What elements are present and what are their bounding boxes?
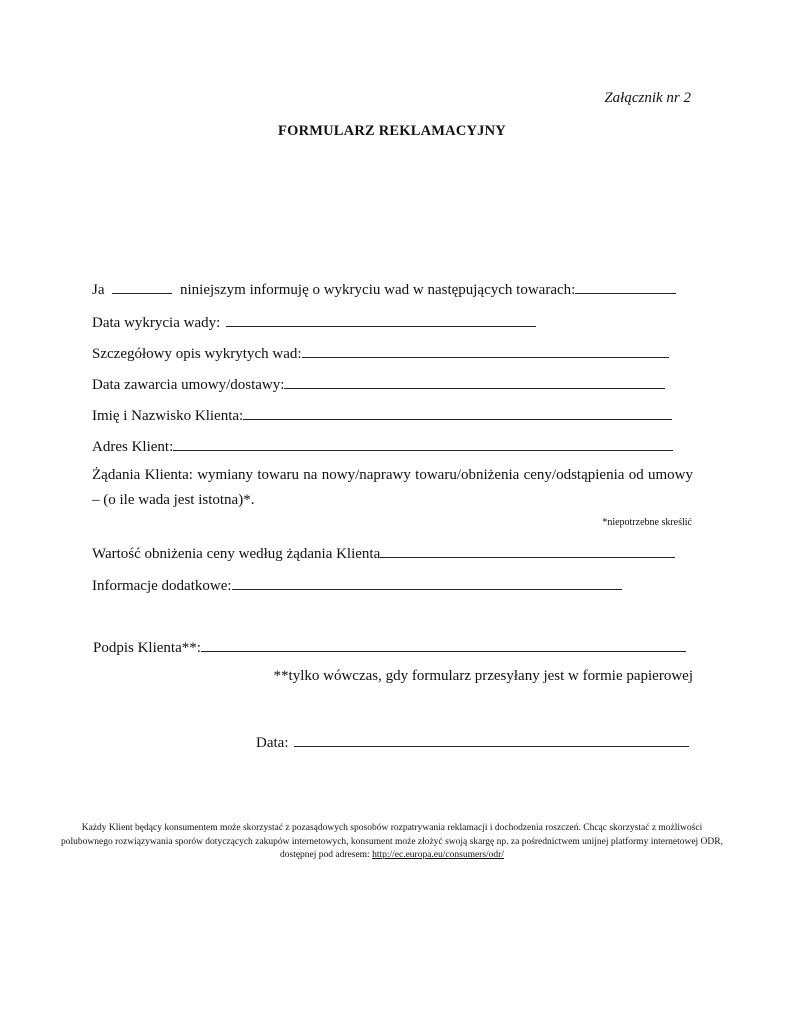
additional-info-field[interactable]	[232, 574, 622, 590]
price-reduction-label: Wartość obniżenia ceny według żądania Klienta	[92, 546, 381, 562]
attachment-label: Załącznik nr 2	[604, 90, 691, 106]
description-row	[92, 342, 669, 363]
client-name-blank[interactable]	[112, 278, 172, 294]
form-title: FORMULARZ REKLAMACYJNY	[278, 123, 506, 139]
signature-row	[93, 636, 686, 657]
client-name-field[interactable]	[243, 404, 672, 420]
client-address-field[interactable]	[173, 435, 673, 451]
footer-text: Każdy Klient będący konsumentem może skorzystać z pozasądowych sposobów rozpatrywania reklamacji i dochodzenia roszczeń. Chcąc skorzystać z możliwości polubownego rozwiązywania sporów dotyczących zakupów internetowych, konsument może złożyć swoją skargę np. za pośrednictwem unijnej platformy internetowej ODR, dostępnej pod adresem:	[61, 823, 723, 860]
additional-info-row	[92, 574, 622, 595]
odr-link[interactable]: http://ec.europa.eu/consumers/odr/	[372, 850, 504, 860]
intro-text: niniejszym informuję o wykryciu wad w następujących towarach:	[180, 282, 576, 298]
defect-date-label: Data wykrycia wady:	[92, 315, 221, 331]
client-address-label: Adres Klient:	[92, 439, 174, 455]
signature-label: Podpis Klienta**:	[93, 640, 201, 656]
intro-row	[92, 278, 676, 299]
description-label: Szczegółowy opis wykrytych wad:	[92, 346, 302, 362]
footer-notice	[60, 822, 724, 863]
intro-prefix: Ja	[92, 282, 105, 298]
goods-blank[interactable]	[575, 278, 676, 294]
date-label: Data:	[256, 735, 289, 751]
demands-text: Żądania Klienta: wymiany towaru na nowy/naprawy towaru/obniżenia ceny/odstąpienia od umowy – (o ile wada jest istotna)*.	[92, 467, 693, 508]
contract-date-label: Data zawarcia umowy/dostawy:	[92, 377, 285, 393]
contract-date-row	[92, 373, 665, 394]
description-field[interactable]	[302, 342, 669, 358]
defect-date-field[interactable]	[226, 311, 536, 327]
additional-info-label: Informacje dodatkowe:	[92, 578, 232, 594]
contract-date-field[interactable]	[284, 373, 665, 389]
defect-date-row	[92, 311, 536, 332]
price-reduction-field[interactable]	[380, 542, 675, 558]
client-name-label: Imię i Nazwisko Klienta:	[92, 408, 244, 424]
price-reduction-row	[92, 542, 675, 563]
date-field[interactable]	[294, 731, 689, 747]
date-row	[256, 731, 689, 752]
signature-field[interactable]	[201, 636, 686, 652]
signature-note: **tylko wówczas, gdy formularz przesyłany jest w formie papierowej	[273, 668, 693, 684]
strike-note: *niepotrzebne skreślić	[602, 517, 692, 528]
client-address-row	[92, 435, 673, 456]
client-name-row	[92, 404, 672, 425]
